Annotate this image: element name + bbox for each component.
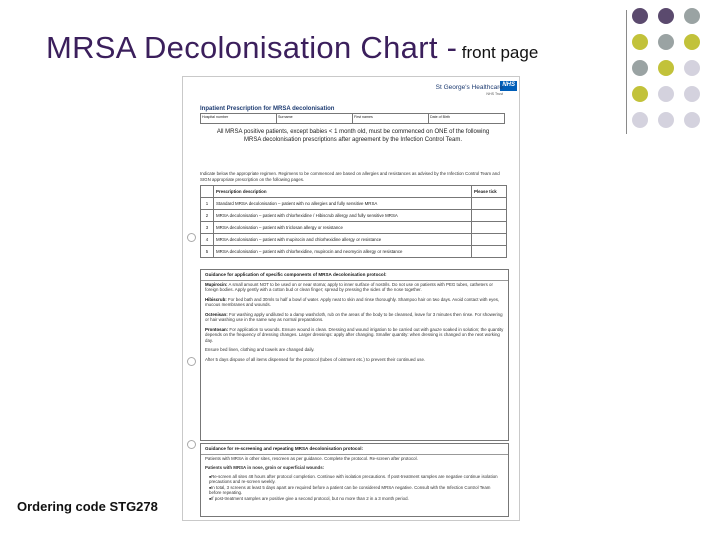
decor-dot [684,60,700,76]
doc-organisation: St George's Healthcare [435,84,503,91]
guidance-paragraph-lead: Hibiscrub: [205,296,227,302]
decor-dot-grid [632,8,720,136]
guidance-paragraph [201,356,508,366]
slide-title-sub: front page [461,43,539,62]
prescription-row-number: 5 [201,246,214,258]
guidance-rescreen-box [200,443,509,517]
prescription-table [200,185,507,258]
decor-dot [684,34,700,50]
guidance-bullet: ■ Re-screen all sites 48 hours after protocol completion. Continue with isolation precautions. If post-treatment samples are negative continue isolation precautions and re-screen weekly. [201,474,508,485]
guidance-paragraph-text: For application to wounds. Ensure wound is clean. Dressing and wound irrigation to be carried out with gauze soaked in solution; the quantity depends on the frequency of dressing changes. Larger dressings: apply after changing. Smaller quantity: when dressing is changed on the next working day. [205,326,504,343]
prescription-row-number: 2 [201,210,214,222]
decor-dot [632,86,648,102]
patient-field-label: Date of Birth [430,115,450,119]
guidance-paragraph-lead: Mupirocin: [205,281,228,287]
prescription-row-description: MRSA decolonisation – patient with chlorhexidine / Hibiscrub allergy and fully sensitive MRSA [214,210,472,222]
slide-title-main: MRSA Decolonisation Chart - [46,30,458,65]
prescription-row-number: 1 [201,198,214,210]
prescription-row-description: MRSA decolonisation – patient with chlorhexidine, mupirocin and neomycin allergy or resistance [214,246,472,258]
patient-field-label: Hospital number [201,114,277,123]
decor-dot [658,112,674,128]
guidance-rescreen-sub: Patients with MRSA in nose, groin or superficial wounds: [205,465,325,471]
prescription-tick-box [472,246,507,258]
table-header-cell: Please tick [472,186,507,198]
decor-dot [684,8,700,24]
guidance-paragraph-text: Ensure bed linen, clothing and towels are changed daily. [205,347,315,353]
guidance-paragraph [201,296,508,311]
guidance-paragraph [201,346,508,356]
guidance-paragraph-lead: Octenisan: [205,311,228,317]
guidance-paragraph [201,311,508,326]
guidance-paragraph-text: For bed bath and 30mls to half a bowl of water. Apply neat to skin and rinse thoroughly. Shampoo hair on two days. Avoid contact with eyes, mucous membranes and wounds. [205,296,500,308]
patient-fields [200,113,505,124]
table-header-cell: Prescription description [214,186,472,198]
doc-intro: Indicate below the appropriate regimen. Regimens to be commenced are based on allergies and resistances as advised by the Infection Control Team and SIGN appropriate prescription on the following pages. [200,171,500,182]
punch-hole-mark [187,357,196,366]
patient-field-label: First names [353,114,429,123]
guidance-application-box [200,269,509,441]
prescription-row-description: MRSA decolonisation – patient with triclosan allergy or resistance [214,222,472,234]
guidance-paragraph-lead: Prontosan: [205,326,229,332]
prescription-table-header [201,186,507,198]
decor-dot [632,60,648,76]
guidance-application-title: Guidance for application of specific components of MRSA decolonisation protocol: [201,270,508,281]
guidance-paragraph-text: After 5 days dispose of all items dispensed for the protocol (tubes of ointment etc.) to prevent their continued use. [205,356,426,362]
decor-dot [684,112,700,128]
nhs-logo: NHS [500,81,517,91]
prescription-tick-box [472,198,507,210]
decor-dot [632,8,648,24]
guidance-paragraph-text: A small amount NOT to be used on or near stoma; apply to inner surface of nostrils. Do not use on patients with PEG tubes, catheters or foreign bodies. Apply gently with a cotton bud or clean finger; spread by pressing the sides of the nose together. [205,281,493,293]
prescription-tick-box [472,222,507,234]
prescription-row [201,210,507,222]
guidance-application-body [201,281,508,366]
prescription-row [201,198,507,210]
patient-field-label: Surname [277,114,353,123]
doc-notice: All MRSA positive patients, except babies < 1 month old, must be commenced on ONE of the following MRSA decolonisation prescriptions after agreement by the Infection Control Team. [216,129,490,143]
doc-title: Inpatient Prescription for MRSA decolonisation [200,106,335,112]
punch-hole-mark [187,233,196,242]
prescription-row [201,246,507,258]
decor-dot [658,86,674,102]
guidance-rescreen-bullets [201,474,508,502]
doc-trust: NHS Trust [486,92,503,96]
prescription-row-description: Standard MRSA decolonisation – patient with no allergies and fully sensitive MRSA [214,198,472,210]
slide-title [46,30,538,66]
table-header-cell [201,186,214,198]
decor-dot [658,60,674,76]
guidance-rescreen-title: Guidance for re-screening and repeating MRSA decolonisation protocol: [201,444,508,455]
prescription-row [201,222,507,234]
decor-dot [684,86,700,102]
decor-divider-line [626,10,627,134]
decor-dot [632,112,648,128]
prescription-row-number: 4 [201,234,214,246]
prescription-tick-box [472,234,507,246]
prescription-row-number: 3 [201,222,214,234]
decor-dot [632,34,648,50]
ordering-code: Ordering code STG278 [17,499,158,514]
decor-dot [658,8,674,24]
punch-hole-mark [187,440,196,449]
prescription-row-description: MRSA decolonisation – patient with mupirocin and chlorhexidine allergy or resistance [214,234,472,246]
guidance-paragraph-text: For washing apply undiluted to a damp washcloth, rub on the areas of the body to be cleansed, leave for 3 minutes then rinse. For showering or hair washing use in the same way as normal preparations. [205,311,503,323]
prescription-row [201,234,507,246]
guidance-bullet: ■ In total, 3 screens at least 5 days apart are required before a patient can be considered MRSA negative. Consult with the Infection Control Team before repeating. [201,485,508,496]
guidance-rescreen-intro: Patients with MRSA in other sites, rescreen as per guidance. Complete the protocol. Re-screen after protocol. [205,455,418,461]
prescription-tick-box [472,210,507,222]
guidance-paragraph [201,281,508,296]
guidance-bullet: ■ If post-treatment samples are positive give a second protocol, but no more than 2 in a 3 month period. [201,496,508,502]
decor-dot [658,34,674,50]
prescription-document-image [182,76,520,521]
guidance-paragraph [201,326,508,347]
